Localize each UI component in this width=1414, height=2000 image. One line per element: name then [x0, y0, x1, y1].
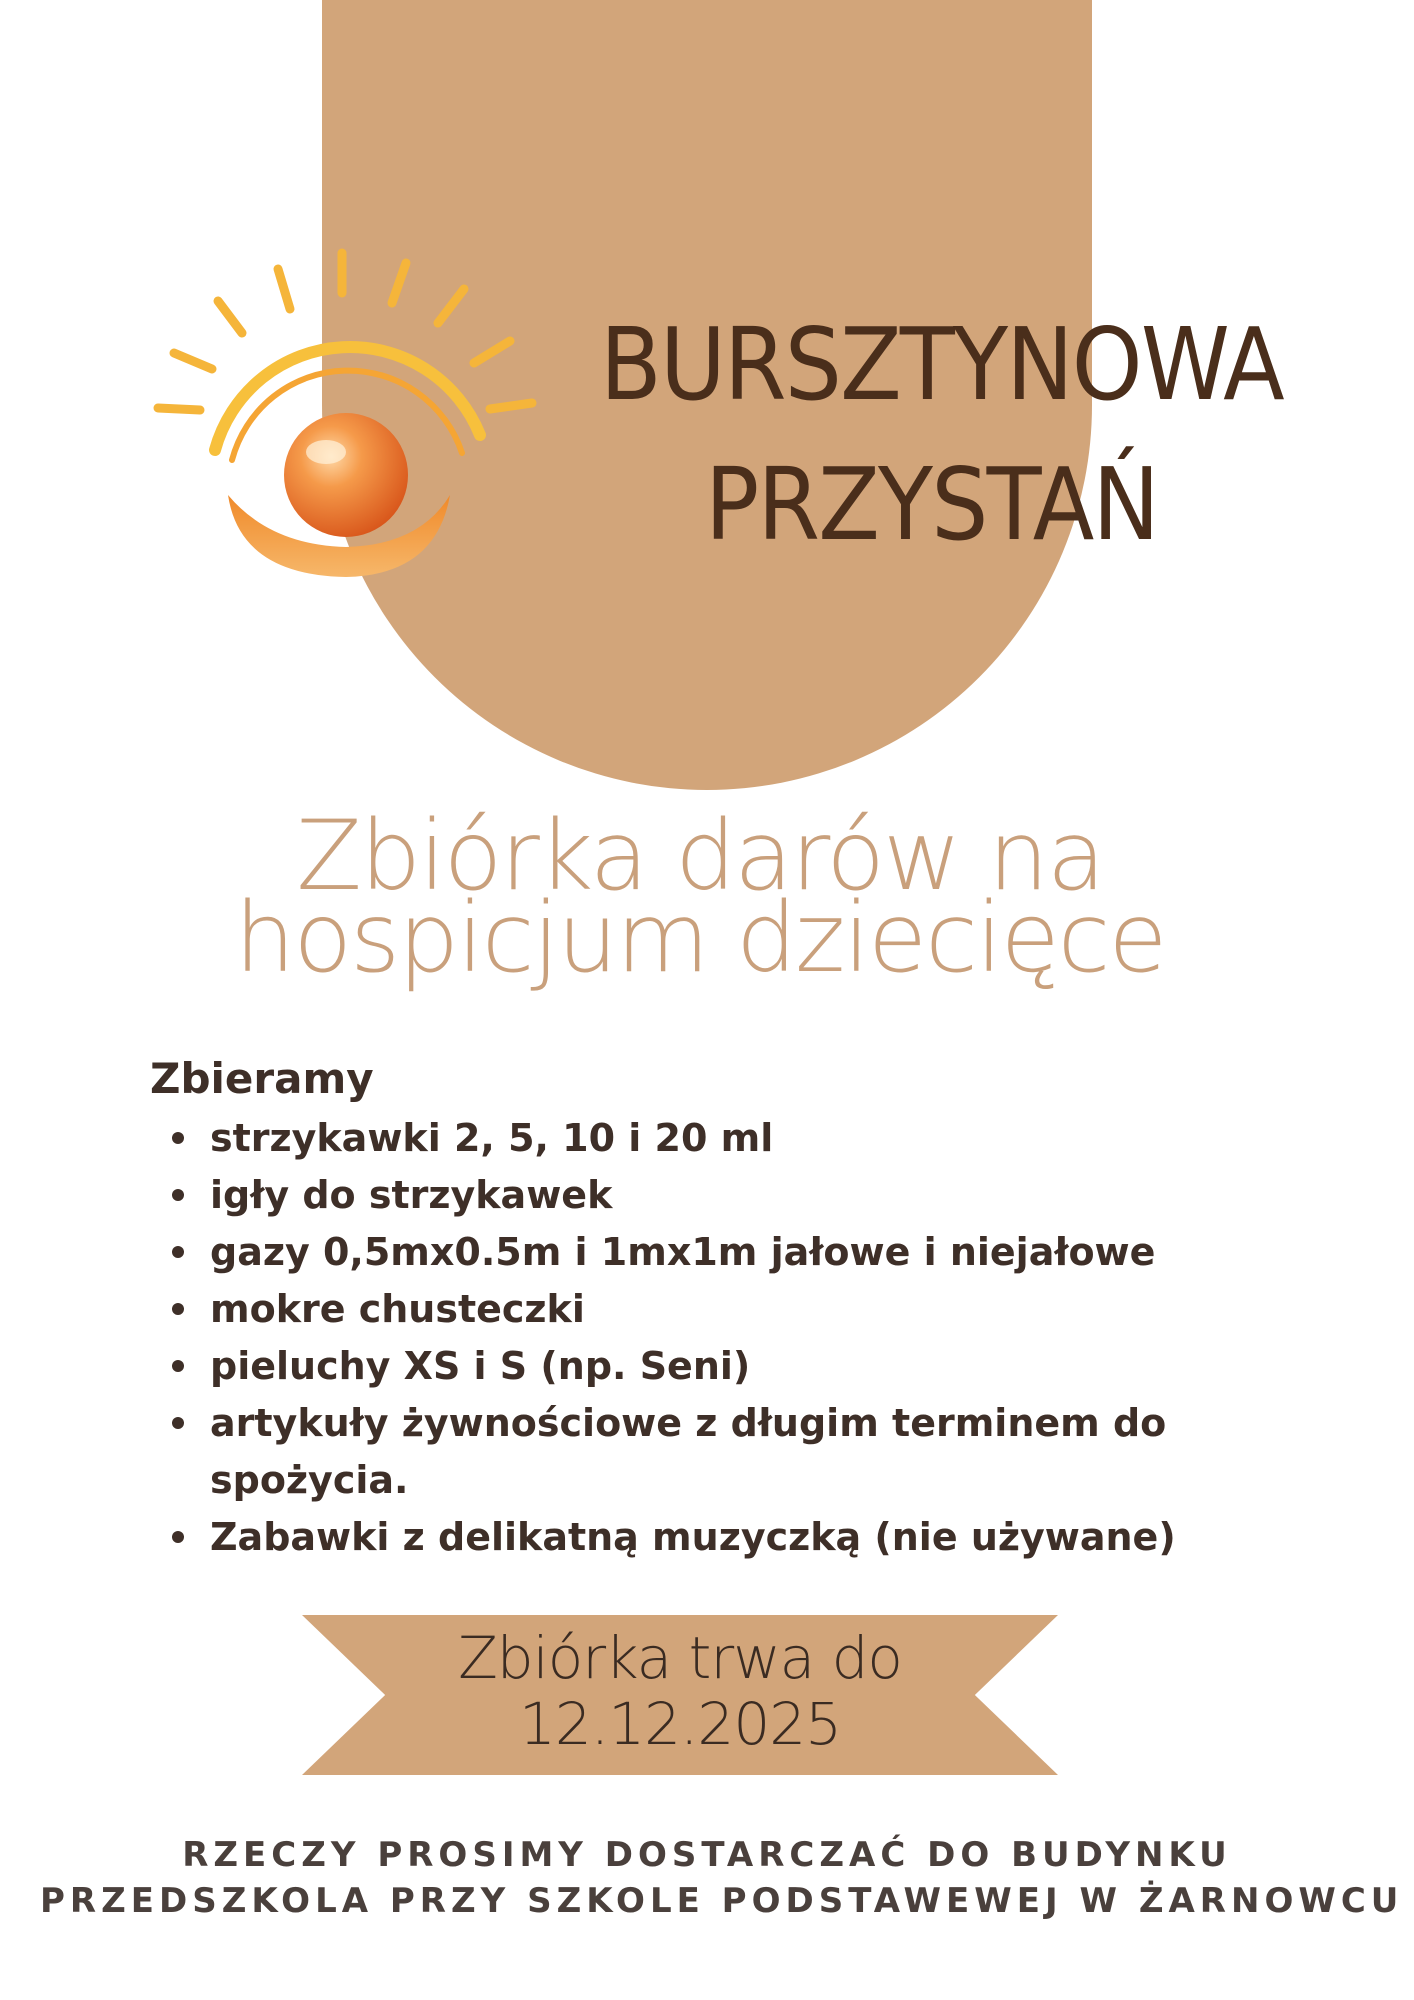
list-item [162, 1281, 1212, 1338]
list-item [162, 1395, 1212, 1509]
collection-list [162, 1110, 1212, 1566]
bullet-icon [172, 1189, 184, 1201]
brand-name-line1: BURSZTYNOWA [600, 306, 1283, 423]
deadline-line1: Zbiórka trwa do [458, 1624, 902, 1692]
collection-title: Zbieramy [150, 1054, 374, 1103]
delivery-note [40, 1832, 1404, 1924]
list-item-text: artykuły żywnościowe z długim terminem do spożycia. [210, 1401, 1167, 1502]
brand-name [600, 306, 1300, 563]
bullet-icon [172, 1246, 184, 1258]
list-item [162, 1167, 1212, 1224]
list-item-text: Zabawki z delikatną muzyczką (nie używane) [210, 1515, 1176, 1559]
delivery-note-line1: RZECZY PROSIMY DOSTARCZAĆ DO BUDYNKU [182, 1835, 1232, 1875]
list-item-text: igły do strzykawek [210, 1173, 613, 1217]
list-item-text: mokre chusteczki [210, 1287, 585, 1331]
bullet-icon [172, 1303, 184, 1315]
bullet-icon [172, 1417, 184, 1429]
sun-logo-icon [150, 245, 550, 605]
headline-line1: Zbiórka darów na [296, 800, 1104, 912]
headline [200, 800, 1200, 994]
list-item [162, 1509, 1212, 1566]
bullet-icon [172, 1360, 184, 1372]
brand-name-line2: PRZYSTAŃ [705, 446, 1159, 563]
list-item [162, 1338, 1212, 1395]
deadline-date: 12.12.2025 [518, 1690, 842, 1758]
list-item [162, 1110, 1212, 1167]
list-item [162, 1224, 1212, 1281]
delivery-note-line2: PRZEDSZKOLA PRZY SZKOLE PODSTAWEWEJ W ŻARNOWCU [40, 1881, 1404, 1921]
list-item-text: pieluchy XS i S (np. Seni) [210, 1344, 751, 1388]
list-item-text: gazy 0,5mx0.5m i 1mx1m jałowe i niejałowe [210, 1230, 1156, 1274]
deadline-text [302, 1625, 1058, 1757]
bullet-icon [172, 1132, 184, 1144]
headline-line2: hospicjum dziecięce [234, 882, 1166, 994]
bullet-icon [172, 1531, 184, 1543]
list-item-text: strzykawki 2, 5, 10 i 20 ml [210, 1116, 774, 1160]
